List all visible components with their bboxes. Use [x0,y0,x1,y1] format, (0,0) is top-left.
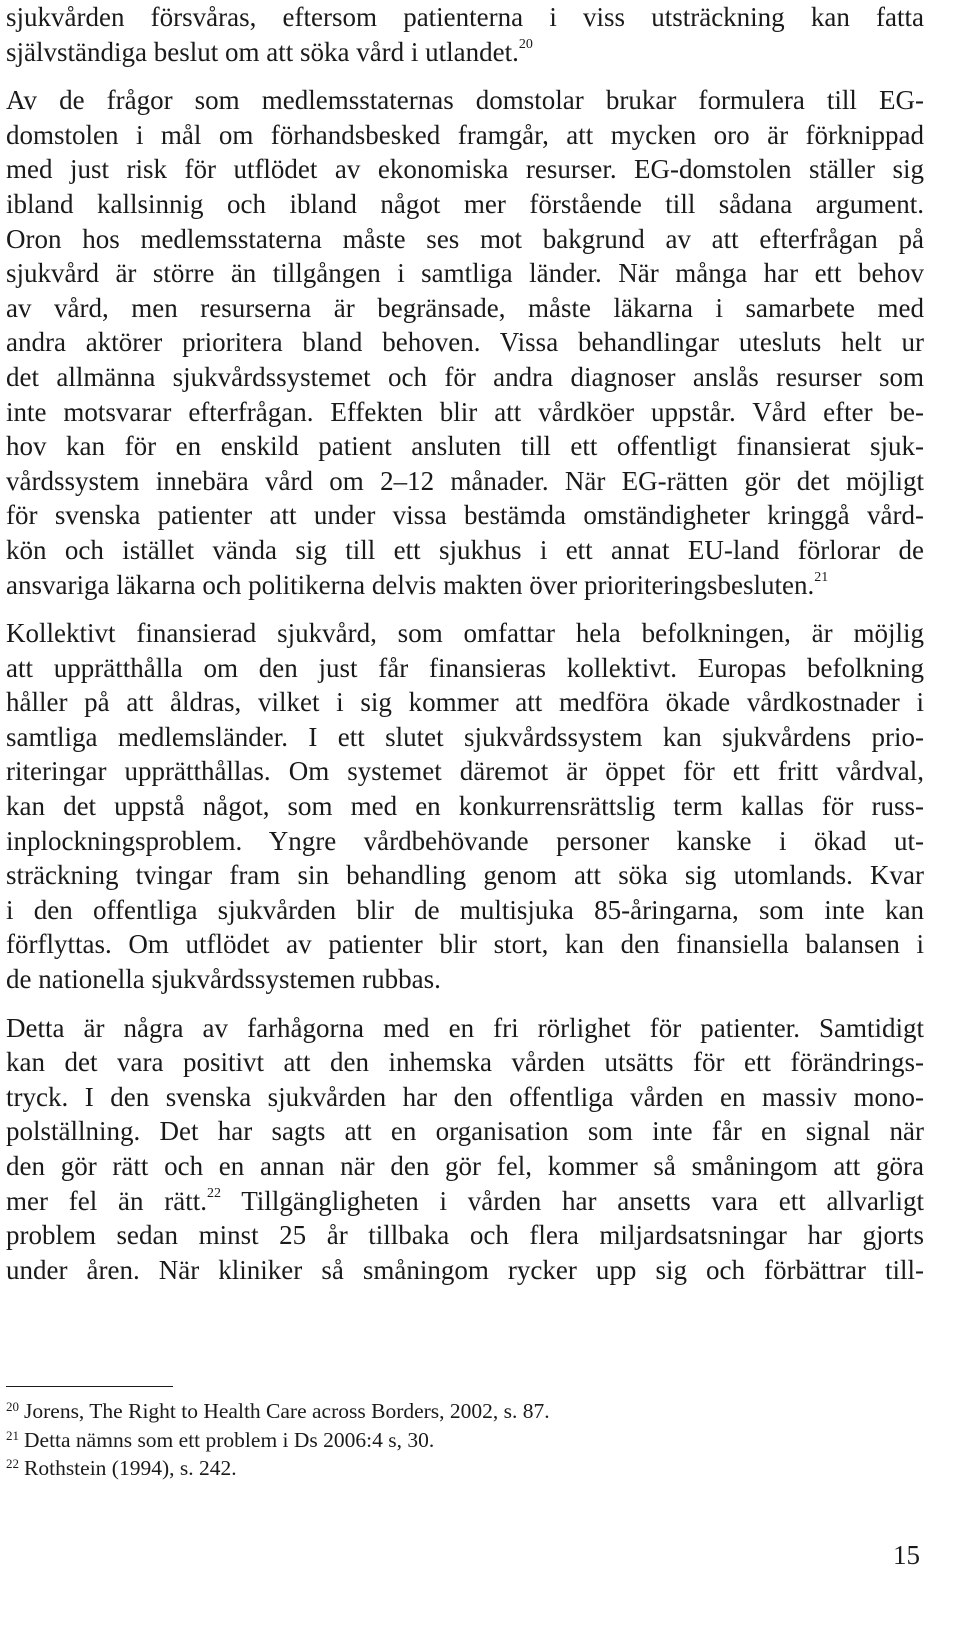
page-number: 15 [893,1540,920,1570]
text-line [6,35,924,70]
footnote-text: Detta nämns som ett problem i Ds 2006:4 s, 30. [24,1427,435,1452]
footnote-ref-21[interactable]: 21 [814,569,829,585]
text-line: domstolen i mål om förhandsbesked framgår, att mycken oro är förknippad [6,119,924,150]
text-line: sjukvård är större än tillgången i samtliga länder. När många har ett behov [6,258,924,289]
text-line: i den offentliga sjukvården blir de multisjuka 85-åringarna, som inte kan [6,894,924,925]
text-line: Kollektivt finansierad sjukvård, som omfattar hela befolkningen, är möjlig [6,618,924,649]
text-line: att upprätthålla om den just får finansieras kollektivt. Europas befolkning [6,652,924,683]
text-line: samtliga medlemsländer. I ett slutet sjukvårdssystem kan sjukvårdens prio- [6,721,924,752]
text-line: Detta är några av farhågorna med en fri rörlighet för patienter. Samtidigt [6,1012,924,1043]
text-line: av vård, men resurserna är begränsade, måste läkarna i samarbete med [6,292,924,323]
text-line: med just risk för utflödet av ekonomiska resurser. EG-domstolen ställer sig [6,154,924,185]
text-line: problem sedan minst 25 år tillbaka och flera miljardsatsningar har gjorts [6,1220,924,1251]
footnote-20: 20 Jorens, The Right to Health Care across Borders, 2002, s. 87. [6,1399,550,1423]
text-run: ansvariga läkarna och politikerna delvis makten över prioriteringsbesluten. [6,569,815,600]
text-line: förflyttas. Om utflödet av patienter blir stort, kan den finansiella balansen i [6,929,924,960]
text-line: det allmänna sjukvårdssystemet och för andra diagnoser anslås resurser som [6,361,924,392]
paragraph-2 [6,83,924,602]
text-line: för svenska patienter att under vissa bestämda omständigheter kringgå vård- [6,500,924,531]
footnote-separator [6,1386,173,1387]
text-line: de nationella sjukvårdssystemen rubbas. [6,964,441,995]
footnote-text: Jorens, The Right to Health Care across Borders, 2002, s. 87. [24,1399,550,1423]
footnote-ref-22[interactable]: 22 [206,1185,221,1201]
text-line: Oron hos medlemsstaterna måste ses mot bakgrund av att efterfrågan på [6,223,924,254]
text-line: riteringar upprätthållas. Om systemet däremot är öppet för ett fritt vårdval, [6,756,924,787]
text-line: polställning. Det har sagts att en organisation som inte får en signal när [6,1116,924,1147]
text-line: kan det uppstå något, som med en konkurrensrättslig term kallas för russ- [6,791,924,822]
footnote-21: 21 Detta nämns som ett problem i Ds 2006:4 s, 30. [6,1427,435,1452]
text-line: inte motsvarar efterfrågan. Effekten blir att vårdköer uppstår. Vård efter be- [6,396,924,427]
footnote-ref-20[interactable]: 20 [518,36,533,52]
paragraph-4 [6,1011,924,1288]
text-line: den gör rätt och en annan när den gör fel, kommer så småningom att göra [6,1151,924,1181]
text-line: tryck. I den svenska sjukvården har den offentliga vården en massiv mono- [6,1081,924,1112]
text-line: vårdssystem innebära vård om 2–12 månader. När EG-rätten gör det möjligt [6,465,924,496]
page-body [6,0,924,1287]
footnote-text: Rothstein (1994), s. 242. [24,1456,237,1480]
text-line: kan det vara positivt att den inhemska vården utsätts för ett förändrings- [6,1047,924,1078]
text-line: kön och istället vända sig till ett sjukhus i ett annat EU-land förlorar de [6,534,924,565]
text-line: under åren. När kliniker så småningom rycker upp sig och förbättrar till- [6,1254,924,1285]
text-line: Av de frågor som medlemsstaternas domstolar brukar formulera till EG- [6,85,924,116]
paragraph-1 [6,0,924,69]
text-line: inplockningsproblem. Yngre vårdbehövande personer kanske i ökad ut- [6,825,924,856]
text-run: mer fel än rätt. [6,1185,207,1216]
paragraph-3 [6,616,924,997]
text-run: Tillgängligheten i vården har ansetts vara ett allvarligt [220,1185,924,1216]
text-line: hov kan för en enskild patient ansluten till ett offentligt finansierat sjuk- [6,431,924,462]
text-line: sjukvården försvåras, eftersom patienterna i viss utsträckning kan fatta [6,2,924,32]
text-line: ibland kallsinnig och ibland något mer förstående till sådana argument. [6,188,924,219]
text-line: sträckning tvingar fram sin behandling genom att söka sig utomlands. Kvar [6,860,924,891]
text-line: andra aktörer prioritera bland behoven. Vissa behandlingar utesluts helt ur [6,327,924,358]
text-line [6,568,924,603]
text-line: håller på att åldras, vilket i sig kommer att medföra ökade vårdkostnader i [6,687,924,718]
footnote-22: 22 Rothstein (1994), s. 242. [6,1456,237,1480]
text-line [6,1184,924,1219]
footnotes [6,1397,906,1483]
text-run: självständiga beslut om att söka vård i utlandet. [6,36,519,67]
